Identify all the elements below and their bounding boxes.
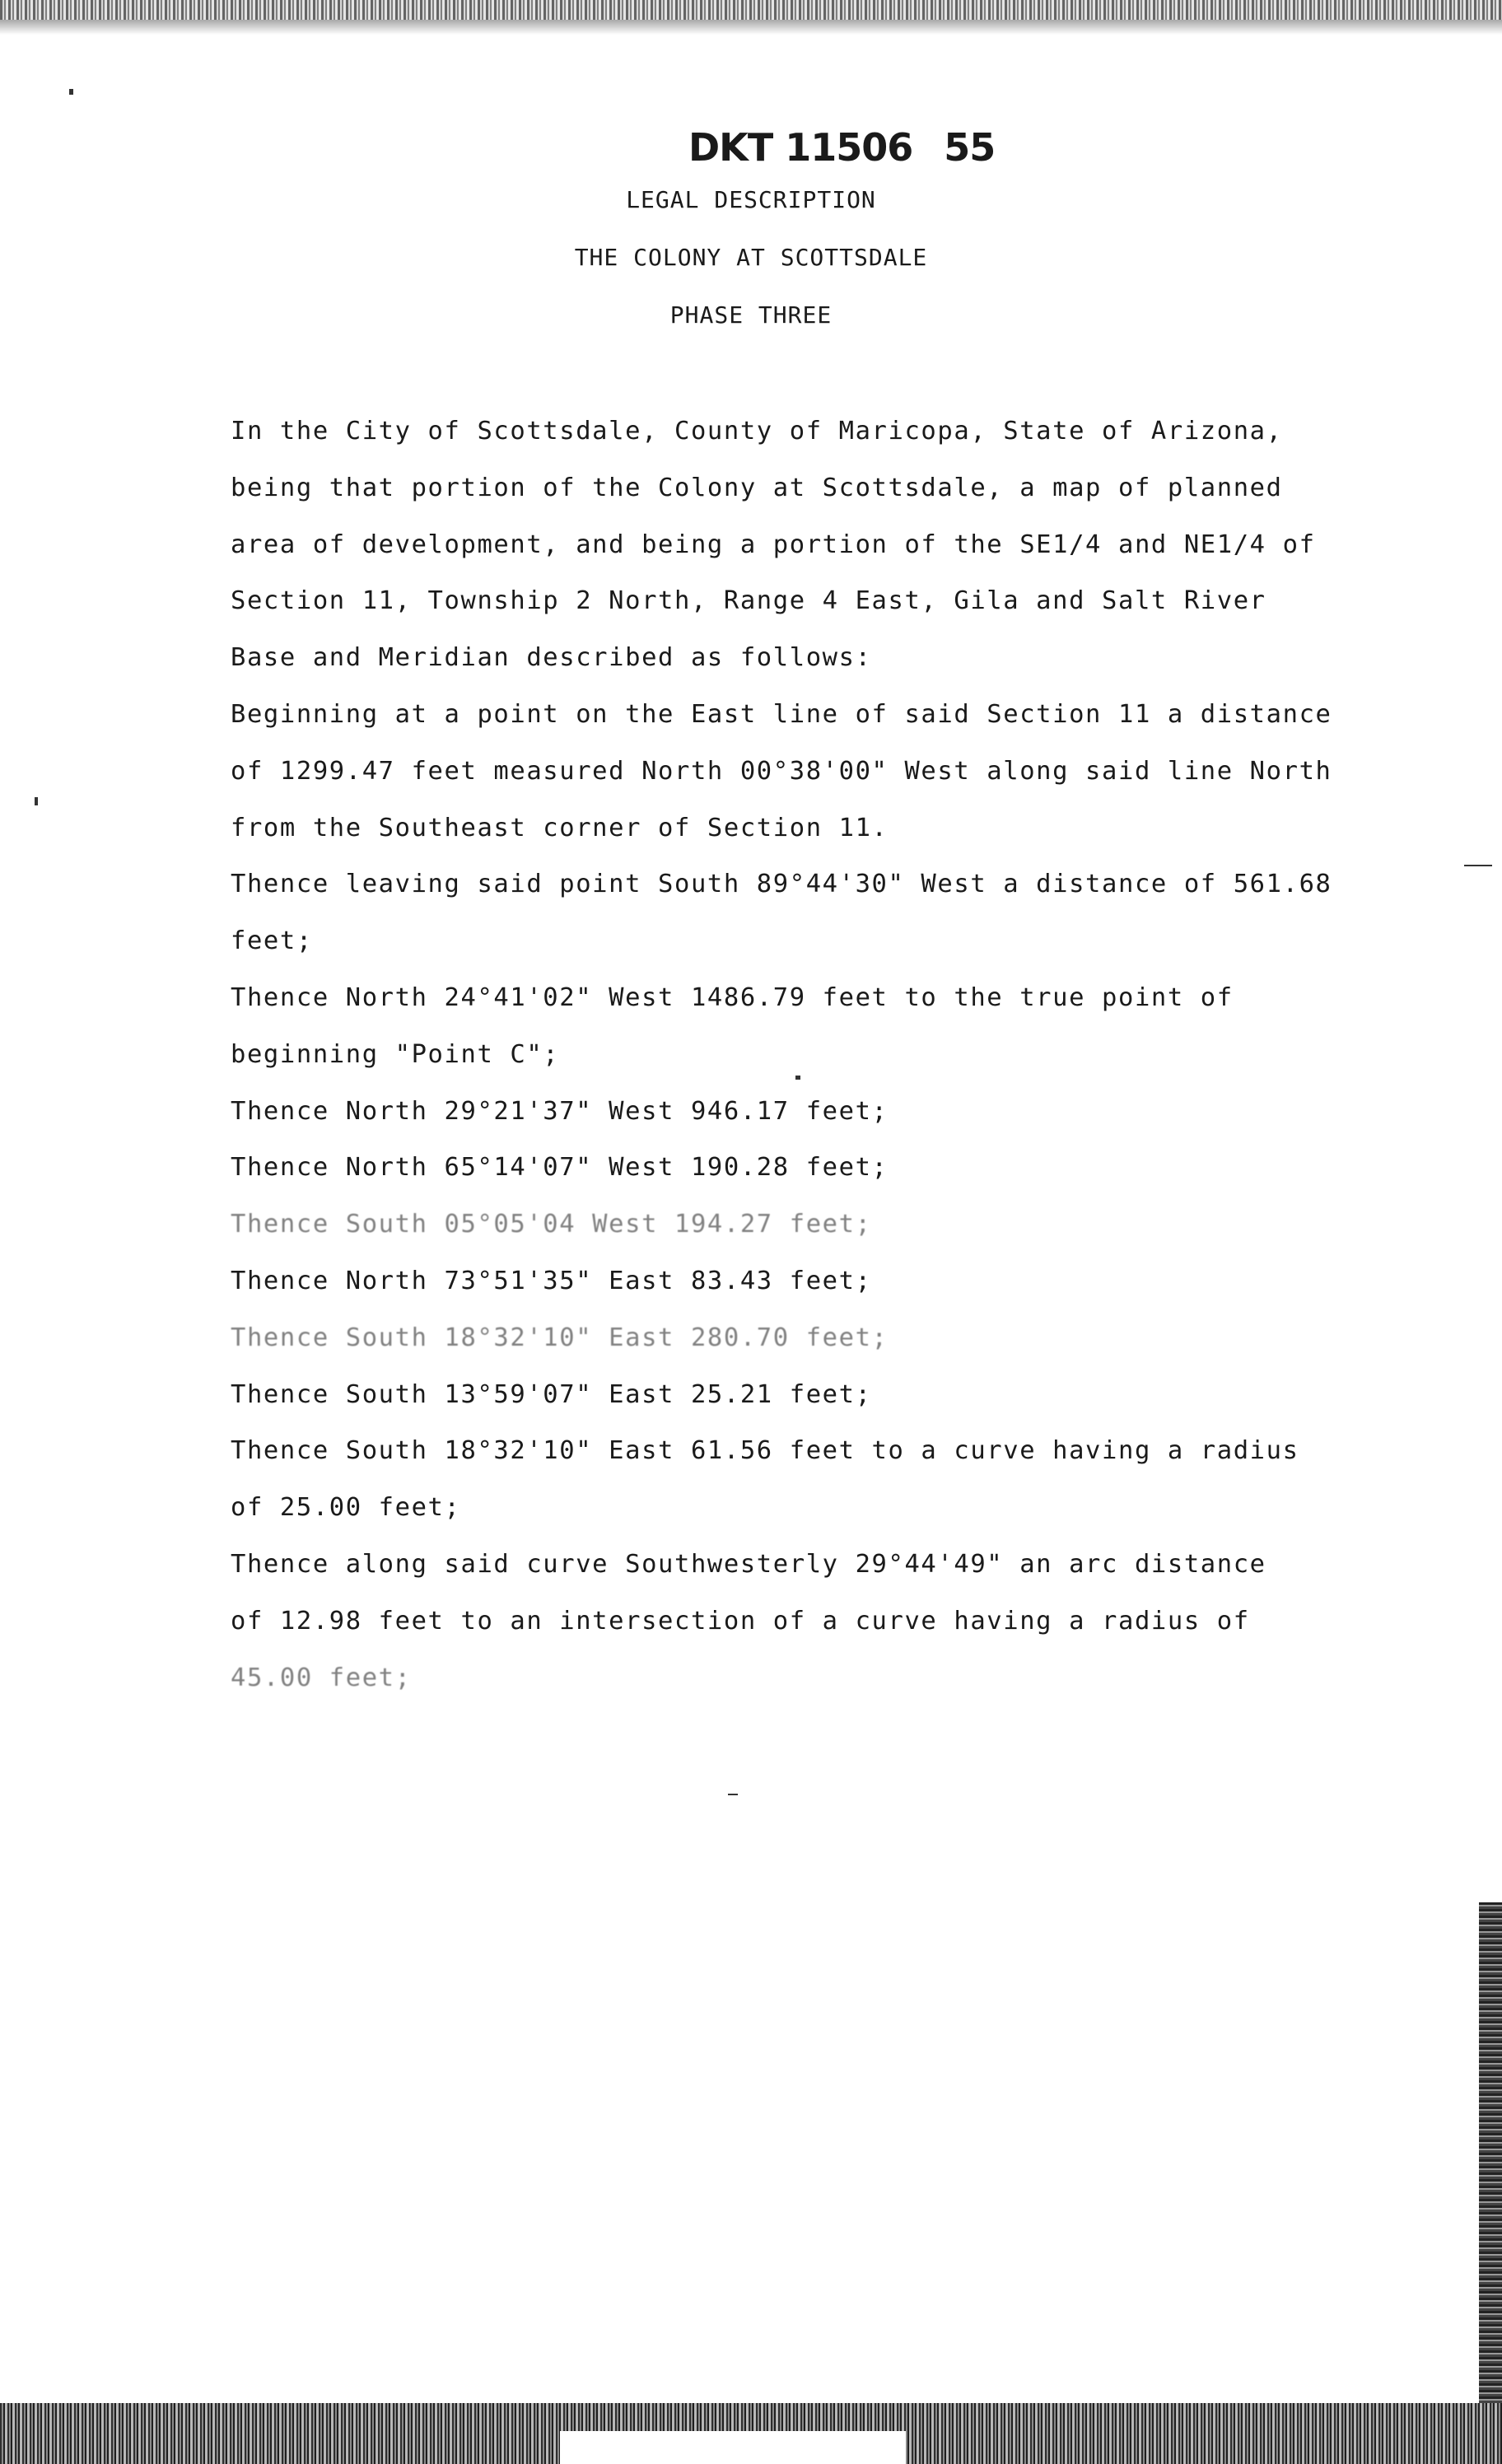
body-line: Thence South 13°59'07" East 25.21 feet;: [231, 1379, 872, 1409]
body-line: from the Southeast corner of Section 11.: [231, 813, 889, 842]
body-line: Thence South 05°05'04 West 194.27 feet;: [231, 1210, 872, 1239]
body-line: area of development, and being a portion of the SE1/4 and NE1/4 of: [231, 530, 1316, 559]
scan-speck: [728, 1794, 738, 1795]
docket-stamp: [688, 125, 995, 170]
body-line: feet;: [231, 926, 313, 956]
body-line: Thence North 73°51'35" East 83.43 feet;: [231, 1266, 872, 1295]
body-line: Thence North 65°14'07" West 190.28 feet;: [231, 1153, 889, 1183]
body-line: Thence South 18°32'10" East 61.56 feet to a curve having a radius: [231, 1436, 1299, 1466]
body-line: Base and Meridian described as follows:: [231, 643, 872, 673]
body-line: Thence North 24°41'02" West 1486.79 feet to the true point of: [231, 982, 1234, 1012]
body-line: being that portion of the Colony at Scottsdale, a map of planned: [231, 473, 1283, 502]
docket-number: DKT 11506: [688, 125, 913, 170]
body-line: Section 11, Township 2 North, Range 4 East, Gila and Salt River: [231, 586, 1266, 616]
body-line: 45.00 feet;: [231, 1663, 412, 1692]
body-line: Thence South 18°32'10" East 280.70 feet;: [231, 1323, 889, 1352]
scan-top-border: [0, 0, 1502, 35]
body-line: of 1299.47 feet measured North 00°38'00" West along said line North: [231, 756, 1332, 786]
scan-speck: [1464, 865, 1492, 866]
title-legal-description: LEGAL DESCRIPTION: [626, 186, 876, 213]
legal-description-body: [231, 404, 1433, 1706]
body-line: beginning "Point C";: [231, 1039, 560, 1069]
scan-right-edge: [1479, 1902, 1502, 2405]
title-colony: THE COLONY AT SCOTTSDALE: [574, 244, 928, 271]
scan-speck: [795, 1076, 800, 1080]
body-line: Thence leaving said point South 89°44'30" West a distance of 561.68: [231, 870, 1332, 899]
body-line: Thence North 29°21'37" West 946.17 feet;: [231, 1096, 889, 1126]
body-line: In the City of Scottsdale, County of Maricopa, State of Arizona,: [231, 417, 1283, 446]
body-line: of 25.00 feet;: [231, 1493, 461, 1523]
scan-speck: [69, 89, 73, 95]
page-number: 55: [944, 125, 996, 170]
title-phase: PHASE THREE: [669, 301, 833, 329]
body-line: of 12.98 feet to an intersection of a curve having a radius of: [231, 1606, 1250, 1636]
scan-bottom-notch: [560, 2431, 906, 2464]
body-line: Beginning at a point on the East line of said Section 11 a distance: [231, 699, 1332, 729]
body-line: Thence along said curve Southwesterly 29°44'49" an arc distance: [231, 1549, 1266, 1579]
scan-speck: [35, 797, 38, 805]
